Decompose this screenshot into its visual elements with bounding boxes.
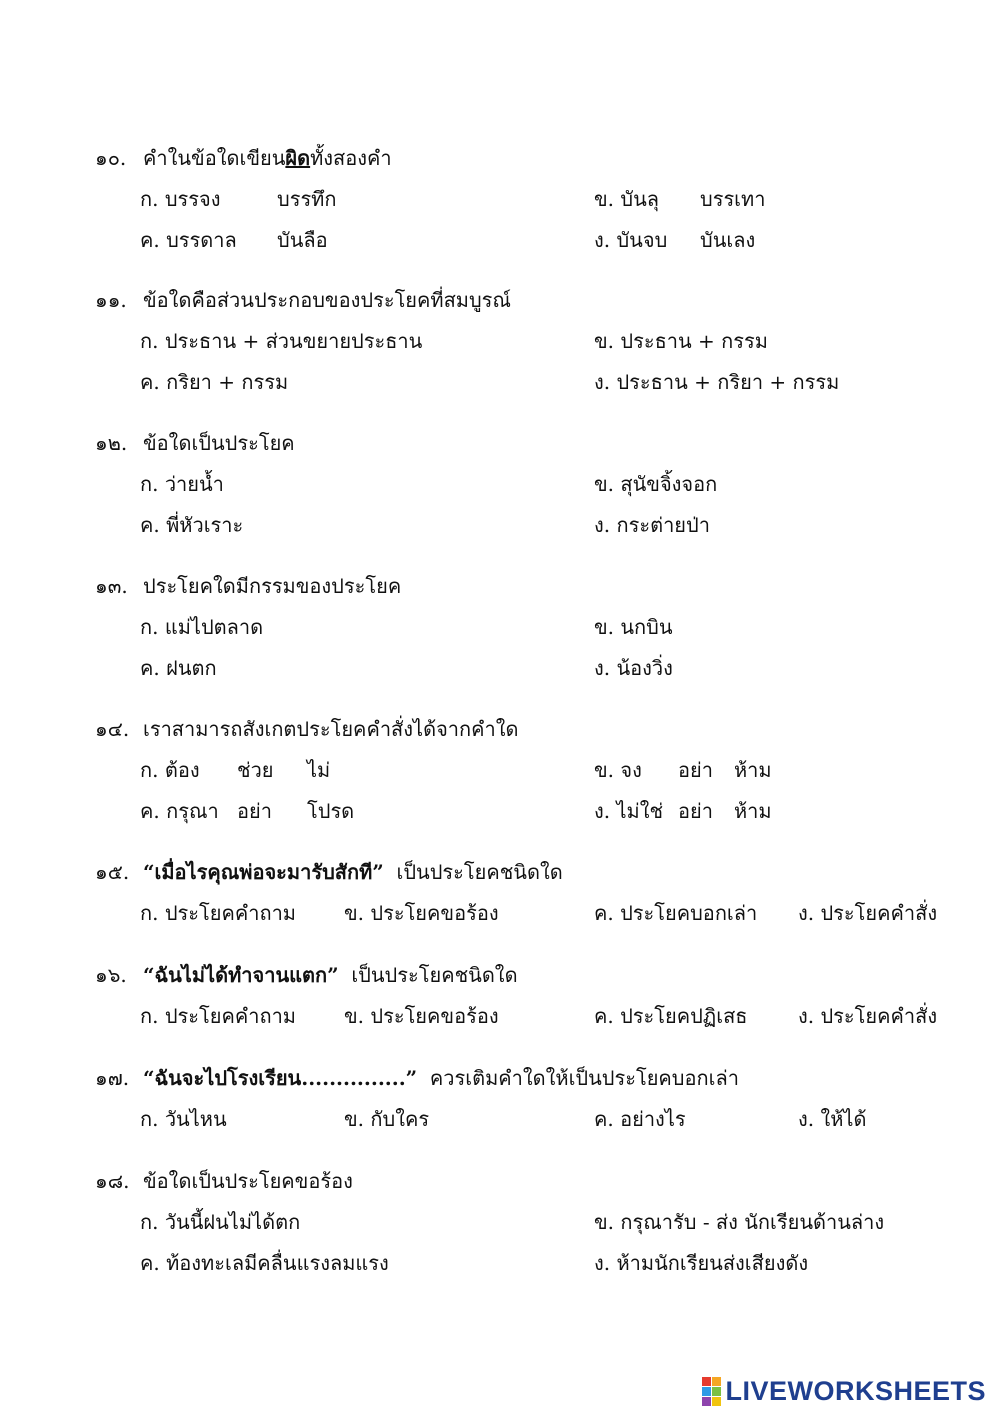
option-a[interactable]: ก. ประโยคคำถาม (140, 901, 296, 925)
quoted-sentence: “ฉันจะไปโรงเรียน...............” (143, 1066, 418, 1090)
logo-square (702, 1397, 711, 1406)
question-prompt (95, 427, 295, 459)
option-b[interactable]: ข. สุนัขจิ้งจอก (594, 472, 718, 496)
option-d[interactable]: ง. น้องวิ่ง (594, 656, 673, 680)
question-text: เราสามารถสังเกตประโยคคำสั่งได้จากคำใด (143, 717, 519, 741)
option-d[interactable]: ง. ประโยคคำสั่ง (798, 901, 938, 925)
question-text: “เมื่อไรคุณพ่อจะมารับสักที” เป็นประโยคชนิดใด (143, 860, 563, 884)
question-number: ๑๔. (95, 717, 130, 741)
question-prompt (95, 1062, 739, 1094)
logo-square (712, 1387, 721, 1396)
question-prompt (95, 856, 563, 888)
option-c[interactable]: ค. บรรดาล บันลือ (140, 228, 328, 252)
question-prompt (95, 713, 519, 745)
option-a[interactable]: ก. บรรจง บรรทึก (140, 187, 337, 211)
question-number: ๑๗. (95, 1066, 130, 1090)
question-text: ข้อใดเป็นประโยค (143, 431, 295, 455)
option-b[interactable]: ข. กับใคร (344, 1107, 430, 1131)
question-prompt (95, 284, 511, 316)
option-b[interactable]: ข. นกบิน (594, 615, 673, 639)
question-number: ๑๖. (95, 963, 127, 987)
question-text: ข้อใดคือส่วนประกอบของประโยคที่สมบูรณ์ (143, 288, 511, 312)
question-prompt (95, 142, 392, 174)
option-a[interactable]: ก. ต้อง ช่วย ไม่ (140, 758, 331, 782)
quoted-sentence: “ฉันไม่ได้ทำจานแตก” (143, 963, 339, 987)
liveworksheets-logo[interactable] (702, 1374, 986, 1408)
option-b[interactable]: ข. ประโยคขอร้อง (344, 1004, 499, 1028)
option-a[interactable]: ก. ว่ายน้ำ (140, 472, 224, 496)
option-c[interactable]: ค. ฝนตก (140, 656, 217, 680)
option-d[interactable]: ง. บันจบ บันเลง (594, 228, 756, 252)
option-d[interactable]: ง. ห้ามนักเรียนส่งเสียงดัง (594, 1251, 809, 1275)
option-d[interactable]: ง. ให้ได้ (798, 1107, 867, 1131)
question-number: ๑๓. (95, 574, 128, 598)
option-c[interactable]: ค. ท้องทะเลมีคลื่นแรงลมแรง (140, 1251, 389, 1275)
question-number: ๑๑. (95, 288, 127, 312)
underlined-word: ผิด (285, 146, 311, 170)
option-b[interactable]: ข. กรุณารับ - ส่ง นักเรียนด้านล่าง (594, 1210, 885, 1234)
question-prompt (95, 570, 401, 602)
option-c[interactable]: ค. ประโยคบอกเล่า (594, 901, 758, 925)
quoted-sentence: “เมื่อไรคุณพ่อจะมารับสักที” (143, 860, 384, 884)
option-d[interactable]: ง. กระต่ายป่า (594, 513, 710, 537)
option-a[interactable]: ก. วันไหน (140, 1107, 227, 1131)
logo-square (702, 1377, 711, 1386)
question-number: ๑๕. (95, 860, 130, 884)
option-a[interactable]: ก. แม่ไปตลาด (140, 615, 264, 639)
question-prompt (95, 1165, 353, 1197)
question-text: ข้อใดเป็นประโยคขอร้อง (143, 1169, 353, 1193)
option-d[interactable]: ง. ประโยคคำสั่ง (798, 1004, 938, 1028)
option-a[interactable]: ก. วันนี้ฝนไม่ได้ตก (140, 1210, 301, 1234)
question-text: “ฉันไม่ได้ทำจานแตก” เป็นประโยคชนิดใด (143, 963, 518, 987)
option-d[interactable]: ง. ประธาน + กริยา + กรรม (594, 370, 840, 394)
option-b[interactable]: ข. ประโยคขอร้อง (344, 901, 499, 925)
question-number: ๑๐. (95, 146, 127, 170)
option-a[interactable]: ก. ประโยคคำถาม (140, 1004, 296, 1028)
option-c[interactable]: ค. กริยา + กรรม (140, 370, 289, 394)
logo-square (712, 1377, 721, 1386)
question-number: ๑๘. (95, 1169, 130, 1193)
option-d[interactable]: ง. ไม่ใช่ อย่า ห้าม (594, 799, 772, 823)
option-c[interactable]: ค. อย่างไร (594, 1107, 686, 1131)
question-number: ๑๒. (95, 431, 128, 455)
option-a[interactable]: ก. ประธาน + ส่วนขยายประธาน (140, 329, 423, 353)
option-c[interactable]: ค. กรุณา อย่า โปรด (140, 799, 355, 823)
question-text: ประโยคใดมีกรรมของประโยค (143, 574, 402, 598)
question-text: คำในข้อใดเขียนผิดทั้งสองคำ (143, 146, 392, 170)
logo-text: LIVEWORKSHEETS (725, 1375, 986, 1406)
liveworksheets-logo-icon (702, 1377, 721, 1406)
logo-square (712, 1397, 721, 1406)
option-c[interactable]: ค. พี่หัวเราะ (140, 513, 244, 537)
option-b[interactable]: ข. จง อย่า ห้าม (594, 758, 772, 782)
question-text: “ฉันจะไปโรงเรียน...............” ควรเติมคำใดให้เป็นประโยคบอกเล่า (143, 1066, 739, 1090)
option-b[interactable]: ข. ประธาน + กรรม (594, 329, 768, 353)
logo-square (702, 1387, 711, 1396)
option-c[interactable]: ค. ประโยคปฏิเสธ (594, 1004, 748, 1028)
question-prompt (95, 959, 518, 991)
option-b[interactable]: ข. บันลุ บรรเทา (594, 187, 766, 211)
